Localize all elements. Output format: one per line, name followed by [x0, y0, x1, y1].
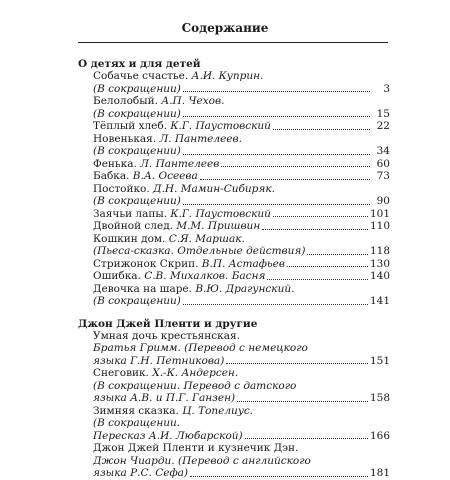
page-number: 130 [369, 257, 390, 270]
entry-text [93, 330, 240, 343]
page-number: 15 [376, 107, 390, 120]
entry-text-regular: Джон Джей Пленти и кузнечик Дэн. [93, 442, 299, 454]
page-number: 3 [383, 82, 390, 95]
entry-text-regular: Двойной след. [93, 220, 177, 232]
entry-text-italic: М.М. Пришвин [176, 220, 261, 232]
dot-leader [267, 279, 368, 280]
dot-leader [221, 166, 370, 167]
dot-leader [262, 229, 368, 230]
entry-text [93, 83, 181, 96]
entry-text-italic: Х.-К. Андерсен. [152, 367, 239, 379]
entry-text [93, 195, 181, 208]
page-number: 141 [369, 295, 390, 307]
entry-text-italic: языка А.В. и П.Г. Ганзен) [93, 392, 236, 404]
dot-leader [287, 266, 368, 267]
entry-text-italic: А.И. Куприн. [191, 70, 264, 82]
entry-text-regular: Умная дочь крестьянская. [93, 329, 240, 342]
entry-text-regular: Бабка. [93, 170, 133, 182]
entry-text-italic: языка Г.Н. Петникова) [93, 354, 225, 367]
toc-entry-line [93, 183, 390, 196]
page-number: 60 [376, 157, 390, 170]
dot-leader [273, 129, 370, 130]
entry-text-regular: Зимняя сказка. [93, 404, 183, 417]
entry-text-italic: Л. Пантелеев [140, 157, 220, 170]
entry-text [93, 220, 260, 233]
toc-entry-line [93, 295, 390, 308]
entry-text-regular: Тёплый хлеб. [93, 120, 171, 132]
toc-entry-line [93, 70, 390, 83]
toc-entry-line [93, 342, 390, 355]
page-number: 34 [376, 145, 390, 157]
toc-entry-line [93, 355, 390, 368]
entry-text [93, 430, 243, 443]
page-number: 118 [369, 245, 390, 257]
section-title: О детях и для детей [78, 58, 201, 70]
toc-entry-line [93, 417, 390, 430]
entry-text [93, 405, 253, 418]
page-number: 158 [369, 392, 390, 404]
entry-text-regular: Снеговик. [93, 367, 153, 379]
toc-entry-line [93, 120, 390, 133]
entry-text-italic: (В сокращении) [93, 82, 181, 95]
entry-text [93, 133, 242, 146]
dot-leader [183, 204, 370, 205]
entry-text-italic: В.А. Осеева [132, 170, 198, 182]
toc-entry-line [93, 467, 390, 480]
entry-text-regular: Постойко. [93, 182, 154, 195]
entry-text [93, 70, 263, 83]
page-number: 73 [376, 170, 390, 182]
header-rule [78, 42, 388, 43]
toc-entry-line [93, 258, 390, 271]
entry-text-regular: Стрижонок Скрип. [93, 257, 202, 270]
entry-text [93, 417, 180, 430]
entry-text [93, 120, 271, 133]
entry-text-regular: Ошибка. [93, 270, 145, 282]
entry-text-italic: Братья Гримм. (Перевод с немецкого [93, 342, 308, 354]
entry-text [93, 95, 224, 108]
entry-text-italic: С.В. Михалков. Басня [144, 270, 266, 282]
entry-text-regular: Белолобый. [93, 95, 162, 107]
entry-text-italic: Ц. Топелиус. [182, 404, 254, 417]
toc-entry-line [93, 158, 390, 171]
dot-leader [183, 154, 370, 155]
page-number: 110 [369, 220, 390, 232]
dot-leader [183, 304, 368, 305]
toc-entry-line [93, 108, 390, 121]
entry-text-italic: А.П. Чехов. [161, 95, 225, 107]
page-title: Содержание [181, 21, 269, 35]
toc-entry-line [93, 380, 390, 393]
toc-entry-line [93, 170, 390, 183]
toc-entry-line [93, 283, 390, 296]
entry-text [93, 145, 181, 158]
entry-text-regular: Новенькая. [93, 132, 160, 145]
entry-text-italic: (В сокращении) [93, 195, 181, 207]
entry-text-italic: (В сокращении) [93, 145, 181, 157]
entry-text [93, 367, 238, 380]
entry-text-italic: (В сокращении. Перевод с датского [93, 379, 297, 392]
page-number: 90 [376, 195, 390, 207]
entry-text [93, 295, 181, 308]
entry-text [93, 183, 275, 196]
page-number: 181 [369, 467, 390, 479]
entry-text-italic: языка Р.С. Сефа) [93, 467, 189, 479]
entry-text [93, 270, 265, 283]
entry-text [93, 355, 224, 368]
entry-text-italic: (В сокращении. [93, 417, 181, 429]
entry-text-italic: С.Я. Маршак. [168, 232, 245, 245]
toc-entry-line [93, 83, 390, 96]
entry-text-italic: В.П. Астафьев [201, 257, 285, 270]
entry-text [93, 158, 219, 171]
entry-text [93, 170, 198, 183]
entry-text-italic: В.Ю. Драгунский. [195, 282, 295, 295]
toc-entry-line [93, 220, 390, 233]
dot-leader [226, 363, 368, 364]
toc-entry-line [93, 245, 390, 258]
entry-text [93, 392, 235, 405]
section-gap [78, 308, 390, 318]
entry-text [93, 455, 311, 468]
section-entries [78, 330, 390, 480]
toc-entry-line [93, 133, 390, 146]
section-title: Джон Джей Пленти и другие [78, 317, 258, 330]
toc-entry-line [93, 330, 390, 343]
dot-leader [183, 91, 370, 92]
toc-entry-line [93, 145, 390, 158]
entry-text [93, 283, 294, 296]
entry-text [93, 233, 245, 246]
page-number: 166 [369, 429, 390, 442]
page-number: 101 [369, 207, 390, 220]
entry-text-italic: (Пьеса-сказка. Отдельные действия) [93, 245, 306, 257]
entry-text-italic: (В сокращении) [93, 295, 181, 307]
dot-leader [237, 401, 368, 402]
entry-text-regular: Собачье счастье. [93, 70, 192, 82]
page-number: 140 [369, 270, 390, 282]
entry-text-italic: Л. Пантелеев. [159, 132, 242, 145]
entry-text [93, 442, 298, 455]
toc-entry-line [93, 270, 390, 283]
toc-entry-line [93, 195, 390, 208]
entry-text-regular: Кошкин дом. [93, 232, 169, 245]
toc-entry-line [93, 455, 390, 468]
toc-entry-line [93, 430, 390, 443]
entry-text-italic: К.Г. Паустовский [170, 207, 271, 220]
entry-text-italic: Д.Н. Мамин-Сибиряк. [153, 182, 275, 195]
entry-text-regular: Девочка на шаре. [93, 282, 196, 295]
entry-text [93, 108, 181, 121]
entry-text [93, 258, 285, 271]
entry-text [93, 467, 188, 480]
dot-leader [307, 254, 367, 255]
toc-entry-line [93, 442, 390, 455]
toc-entry-line [93, 233, 390, 246]
entry-text-italic: Джон Чиарди. (Перевод с английского [93, 454, 311, 467]
dot-leader [200, 179, 370, 180]
entry-text [93, 342, 308, 355]
toc-entry-line [93, 95, 390, 108]
entry-text-italic: К.Г. Паустовский [170, 120, 271, 132]
toc-entry-line [93, 367, 390, 380]
entry-text-italic: Пересказ А.И. Любарской) [93, 429, 243, 442]
entry-text-italic: (В сокращении) [93, 107, 181, 120]
toc-entry-line [93, 392, 390, 405]
page-number: 151 [369, 354, 390, 367]
entry-text-regular: Фенька. [93, 157, 141, 170]
dot-leader [183, 116, 370, 117]
toc-entry-line [93, 405, 390, 418]
dot-leader [190, 476, 368, 477]
entry-text [93, 208, 271, 221]
page-number: 22 [376, 120, 390, 132]
entry-text [93, 245, 305, 258]
entry-text [93, 380, 296, 393]
toc-entry-line [93, 208, 390, 221]
section-entries [78, 70, 390, 308]
dot-leader [245, 438, 368, 439]
dot-leader [273, 216, 368, 217]
table-of-contents [78, 58, 390, 480]
entry-text-regular: Заячьи лапы. [93, 207, 171, 220]
